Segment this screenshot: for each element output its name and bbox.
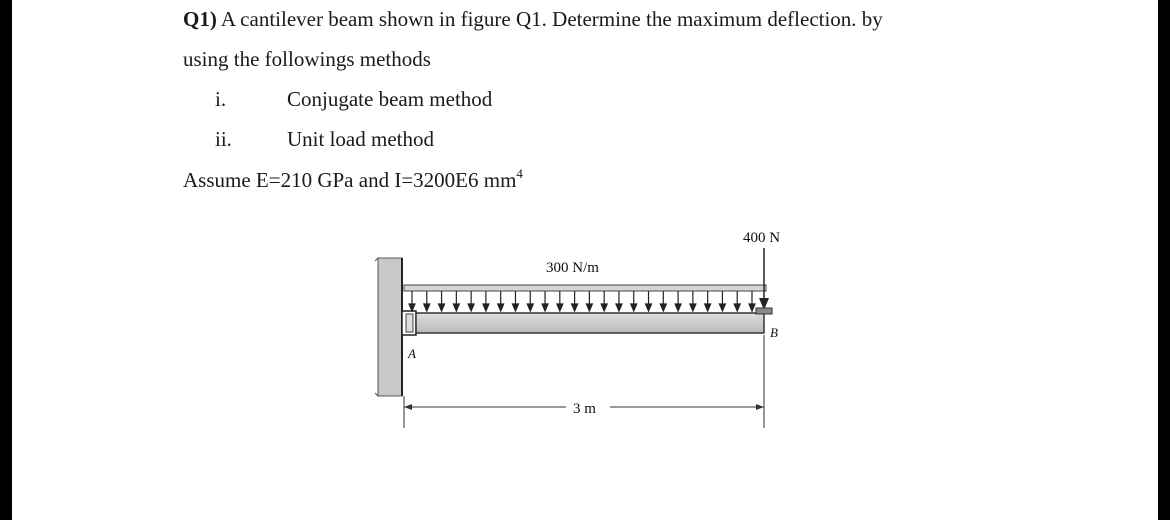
load-arrow-head: [542, 304, 548, 311]
end-label-b: B: [770, 325, 778, 340]
method-1-label: Conjugate beam method: [287, 87, 493, 111]
point-load-arrow: [756, 248, 772, 314]
load-arrow-head: [483, 304, 489, 311]
load-arrow-head: [734, 304, 740, 311]
support-label-a: A: [408, 346, 416, 361]
distributed-load: [404, 285, 766, 311]
beam: [416, 313, 764, 333]
load-arrow-head: [660, 304, 666, 311]
load-arrow-head: [705, 304, 711, 311]
method-2-marker: ii.: [215, 127, 232, 151]
fixed-wall-support: [375, 258, 402, 396]
load-arrow-head: [616, 304, 622, 311]
load-arrow-head: [424, 304, 430, 311]
load-arrow-head: [409, 304, 415, 311]
load-arrow-head: [719, 304, 725, 311]
support-bracket: [402, 311, 416, 335]
assumption-text: Assume E=210 GPa and I=3200E6 mm: [183, 168, 517, 192]
distributed-load-label: 300 N/m: [546, 260, 599, 276]
load-arrow-head: [439, 304, 445, 311]
assumption-exponent: 4: [516, 166, 523, 181]
load-arrow-head: [690, 304, 696, 311]
load-arrow-head: [675, 304, 681, 311]
load-arrow-head: [527, 304, 533, 311]
load-arrow-head: [601, 304, 607, 311]
load-arrow-head: [498, 304, 504, 311]
load-arrow-head: [646, 304, 652, 311]
load-arrow-head: [468, 304, 474, 311]
load-arrow-head: [512, 304, 518, 311]
load-arrow-head: [586, 304, 592, 311]
question-text-line-2: using the followings methods: [183, 47, 431, 71]
question-number: Q1): [183, 7, 217, 31]
method-1-marker: i.: [215, 87, 227, 111]
point-load-label: 400 N: [743, 230, 781, 246]
load-arrow-head: [631, 304, 637, 311]
load-arrow-head: [557, 304, 563, 311]
load-arrow-head: [749, 304, 755, 311]
load-arrow-head: [453, 304, 459, 311]
load-arrow-head: [572, 304, 578, 311]
method-2-label: Unit load method: [287, 127, 434, 151]
span-label: 3 m: [573, 401, 596, 417]
question-text-line-1: A cantilever beam shown in figure Q1. Determine the maximum deflection. by: [220, 7, 883, 31]
